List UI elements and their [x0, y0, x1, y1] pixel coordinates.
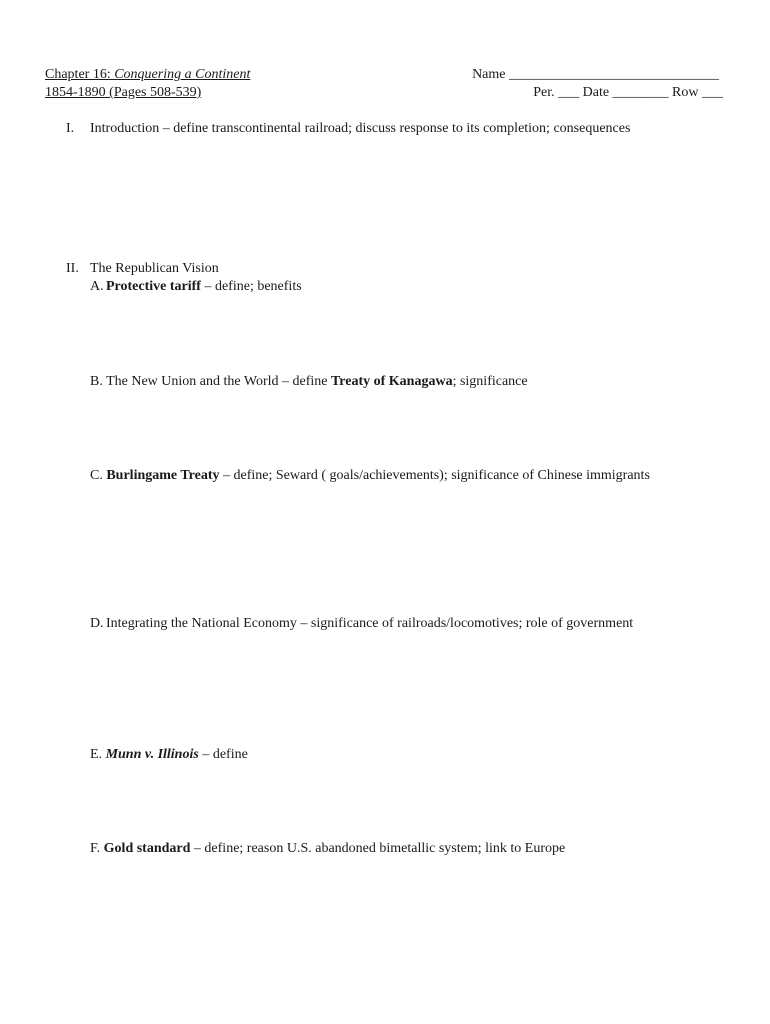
item-b-rest: ; significance: [452, 374, 528, 389]
item-f-letter: F.: [90, 841, 101, 856]
item-c-term: Burlingame Treaty: [106, 468, 220, 483]
name-field[interactable]: Name ______________________________: [472, 67, 719, 82]
item-f-rest: – define; reason U.S. abandoned bimetallic system; link to Europe: [190, 841, 566, 856]
section-2-heading: [66, 260, 219, 278]
section-1-text: Introduction – define transcontinental railroad; discuss response to its completion; consequences: [90, 121, 631, 136]
item-b-lead: The New Union and the World – define: [102, 374, 331, 389]
item-d: [90, 615, 633, 633]
per-date-row-field[interactable]: Per. ___ Date ________ Row ___: [533, 85, 723, 100]
item-b-term: Treaty of Kanagawa: [330, 374, 453, 389]
chapter-heading: [45, 66, 250, 84]
item-c-letter: C.: [90, 468, 103, 483]
item-f-term: Gold standard: [103, 841, 191, 856]
section-2-numeral: II.: [66, 261, 79, 276]
item-a-term: Protective tariff: [106, 279, 201, 294]
section-1: [66, 120, 630, 138]
item-d-letter: D.: [90, 616, 104, 631]
item-e-term: Munn v. Illinois: [105, 747, 199, 762]
date-range: 1854-1890 (Pages 508-539): [45, 85, 202, 100]
item-e-rest: – define: [198, 747, 248, 762]
item-c: [90, 467, 650, 485]
item-a-letter: A.: [90, 279, 104, 294]
section-2-title: The Republican Vision: [90, 261, 219, 276]
item-b: [90, 373, 528, 391]
item-f: [90, 840, 565, 858]
section-1-numeral: I.: [66, 121, 75, 136]
item-c-rest: – define; Seward ( goals/achievements); significance of Chinese immigrants: [219, 468, 650, 483]
item-d-text: Integrating the National Economy – significance of railroads/locomotives; role of government: [106, 616, 634, 631]
item-a: [90, 278, 302, 296]
item-a-rest: – define; benefits: [200, 279, 302, 294]
chapter-title: Conquering a Continent: [114, 67, 251, 82]
chapter-prefix: Chapter 16:: [45, 67, 115, 82]
item-e: [90, 746, 248, 764]
item-e-letter: E.: [90, 747, 103, 762]
item-b-letter: B.: [90, 374, 103, 389]
